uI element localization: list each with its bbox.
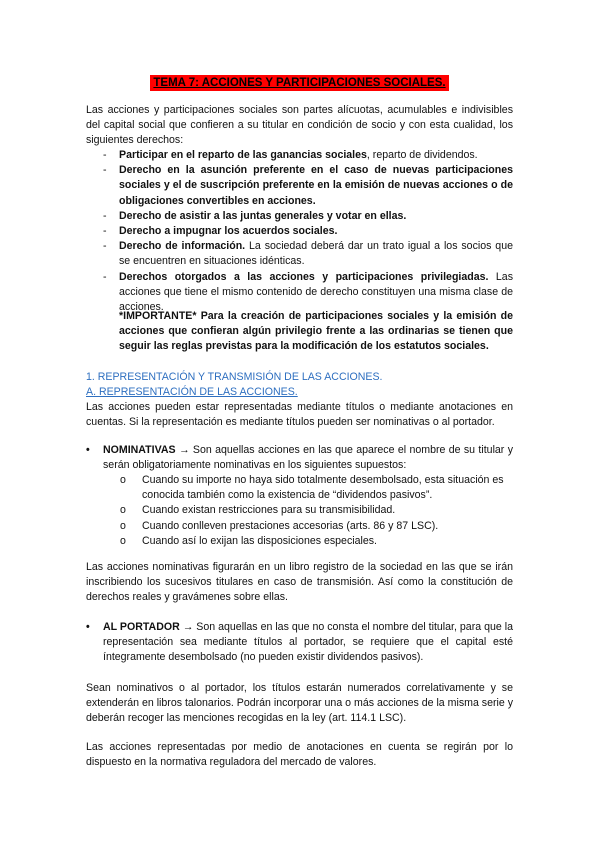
portador-bullet — [86, 620, 513, 666]
bullet-description: Son aquellas acciones en las que aparece el nombre de su titular y serán obligatoriamente nominativas en los siguientes supuestos: — [103, 444, 513, 472]
right-bold: Derecho de información. — [119, 240, 246, 253]
list-item — [103, 163, 513, 209]
dash-marker: - — [103, 209, 107, 222]
page-title: TEMA 7: ACCIONES Y PARTICIPACIONES SOCIALES. — [150, 75, 448, 91]
list-item — [120, 534, 513, 549]
circle-marker: o — [120, 519, 126, 532]
list-item — [103, 224, 513, 239]
right-text: La sociedad deberá dar un trato igual a los socios que se encuentren en situaciones idénticas. — [119, 240, 513, 268]
rights-list — [103, 148, 513, 315]
dash-marker: - — [103, 149, 107, 161]
right-bold: Derecho de asistir a las juntas generales y votar en ellas. — [119, 209, 407, 222]
bullet-description: Son aquellas en las que no consta el nombre del titular, para que la representación sea mediante títulos al portador, se requiere que el capital esté íntegramente desembolsado (no pueden existir dividendos pasivos). — [103, 621, 513, 664]
bullet-marker: • — [86, 621, 90, 633]
intro-paragraph: Las acciones y participaciones sociales son partes alícuotas, acumulables e indivisibles del capital social que confieren a su titular en condición de socio y con esta cualidad, los siguientes derechos: — [86, 104, 513, 147]
bullet-label: NOMINATIVAS — [103, 444, 176, 456]
list-item — [103, 239, 513, 269]
list-item — [120, 473, 513, 503]
right-bold: Derecho en la asunción preferente en el caso de nuevas participaciones sociales y el de suscripción preferente en la emisión de nuevas acciones o de obligaciones convertibles en acciones. — [119, 164, 513, 207]
list-item — [103, 148, 513, 163]
nominativas-cases — [120, 473, 513, 549]
circle-marker: o — [120, 474, 126, 486]
bullet-marker: • — [86, 444, 90, 456]
nominativas-bullet — [86, 443, 513, 473]
registro-paragraph: Las acciones nominativas figurarán en un libro registro de la sociedad en las que se irán inscribiendo los sucesivos titulares en caso de transmisión. Así como la constitución de derechos reales y gravámenes sobre ellas. — [86, 561, 513, 604]
dash-marker: - — [103, 225, 107, 238]
anotaciones-paragraph: Las acciones representadas por medio de anotaciones en cuenta se regirán por lo dispuesto en la normativa reguladora del mercado de valores. — [86, 741, 513, 769]
numeracion-paragraph: Sean nominativos o al portador, los títulos estarán numerados correlativamente y se extenderán en libros talonarios. Podrán incorporar una o más acciones de la misma serie y deberán recoger las menciones recogidas en la ley (art. 114.1 LSC). — [86, 682, 513, 725]
section-paragraph: Las acciones pueden estar representadas mediante títulos o mediante anotaciones en cuentas. Si la representación es mediante títulos pueden ser nominativas o al portador. — [86, 401, 513, 429]
arrow-icon: → — [182, 621, 194, 633]
case-text: Cuando así lo exijan las disposiciones especiales. — [142, 534, 377, 547]
bullet-label: AL PORTADOR — [103, 621, 180, 633]
title-wrap — [0, 73, 599, 91]
case-text: Cuando existan restricciones para su transmisibilidad. — [142, 504, 396, 517]
list-item — [103, 209, 513, 224]
right-text: Las acciones que tiene el mismo contenido de derecho constituyen una misma clase de acciones. — [119, 270, 513, 314]
right-text: , reparto de dividendos. — [366, 149, 478, 161]
dash-marker: - — [103, 240, 107, 253]
circle-marker: o — [120, 504, 126, 517]
dash-marker: - — [103, 164, 107, 177]
bullet-text — [103, 443, 513, 473]
list-item — [120, 503, 513, 518]
case-text: Cuando su importe no haya sido totalmente desembolsado, esta situación es conocida también como la existencia de “dividendos pasivos”. — [142, 474, 504, 502]
case-text: Cuando conlleven prestaciones accesorias (arts. 86 y 87 LSC). — [142, 519, 439, 532]
list-item — [120, 519, 513, 534]
circle-marker: o — [120, 534, 126, 547]
bullet-text — [103, 620, 513, 666]
right-bold: Derechos otorgados a las acciones y participaciones privilegiadas. — [119, 270, 489, 283]
section-heading: 1. REPRESENTACIÓN Y TRANSMISIÓN DE LAS ACCIONES. — [86, 371, 383, 383]
dash-marker: - — [103, 270, 107, 283]
important-note: *IMPORTANTE* Para la creación de participaciones sociales y la emisión de acciones que confieran algún privilegio frente a las ordinarias se tienen que seguir las reglas previstas para la modificación de los estatutos sociales. — [119, 310, 513, 353]
arrow-icon: → — [178, 444, 190, 456]
right-bold: Derecho a impugnar los acuerdos sociales. — [119, 225, 338, 238]
subsection-heading: A. REPRESENTACIÓN DE LAS ACCIONES. — [86, 386, 298, 398]
right-bold: Participar en el reparto de las ganancias sociales — [119, 149, 367, 161]
